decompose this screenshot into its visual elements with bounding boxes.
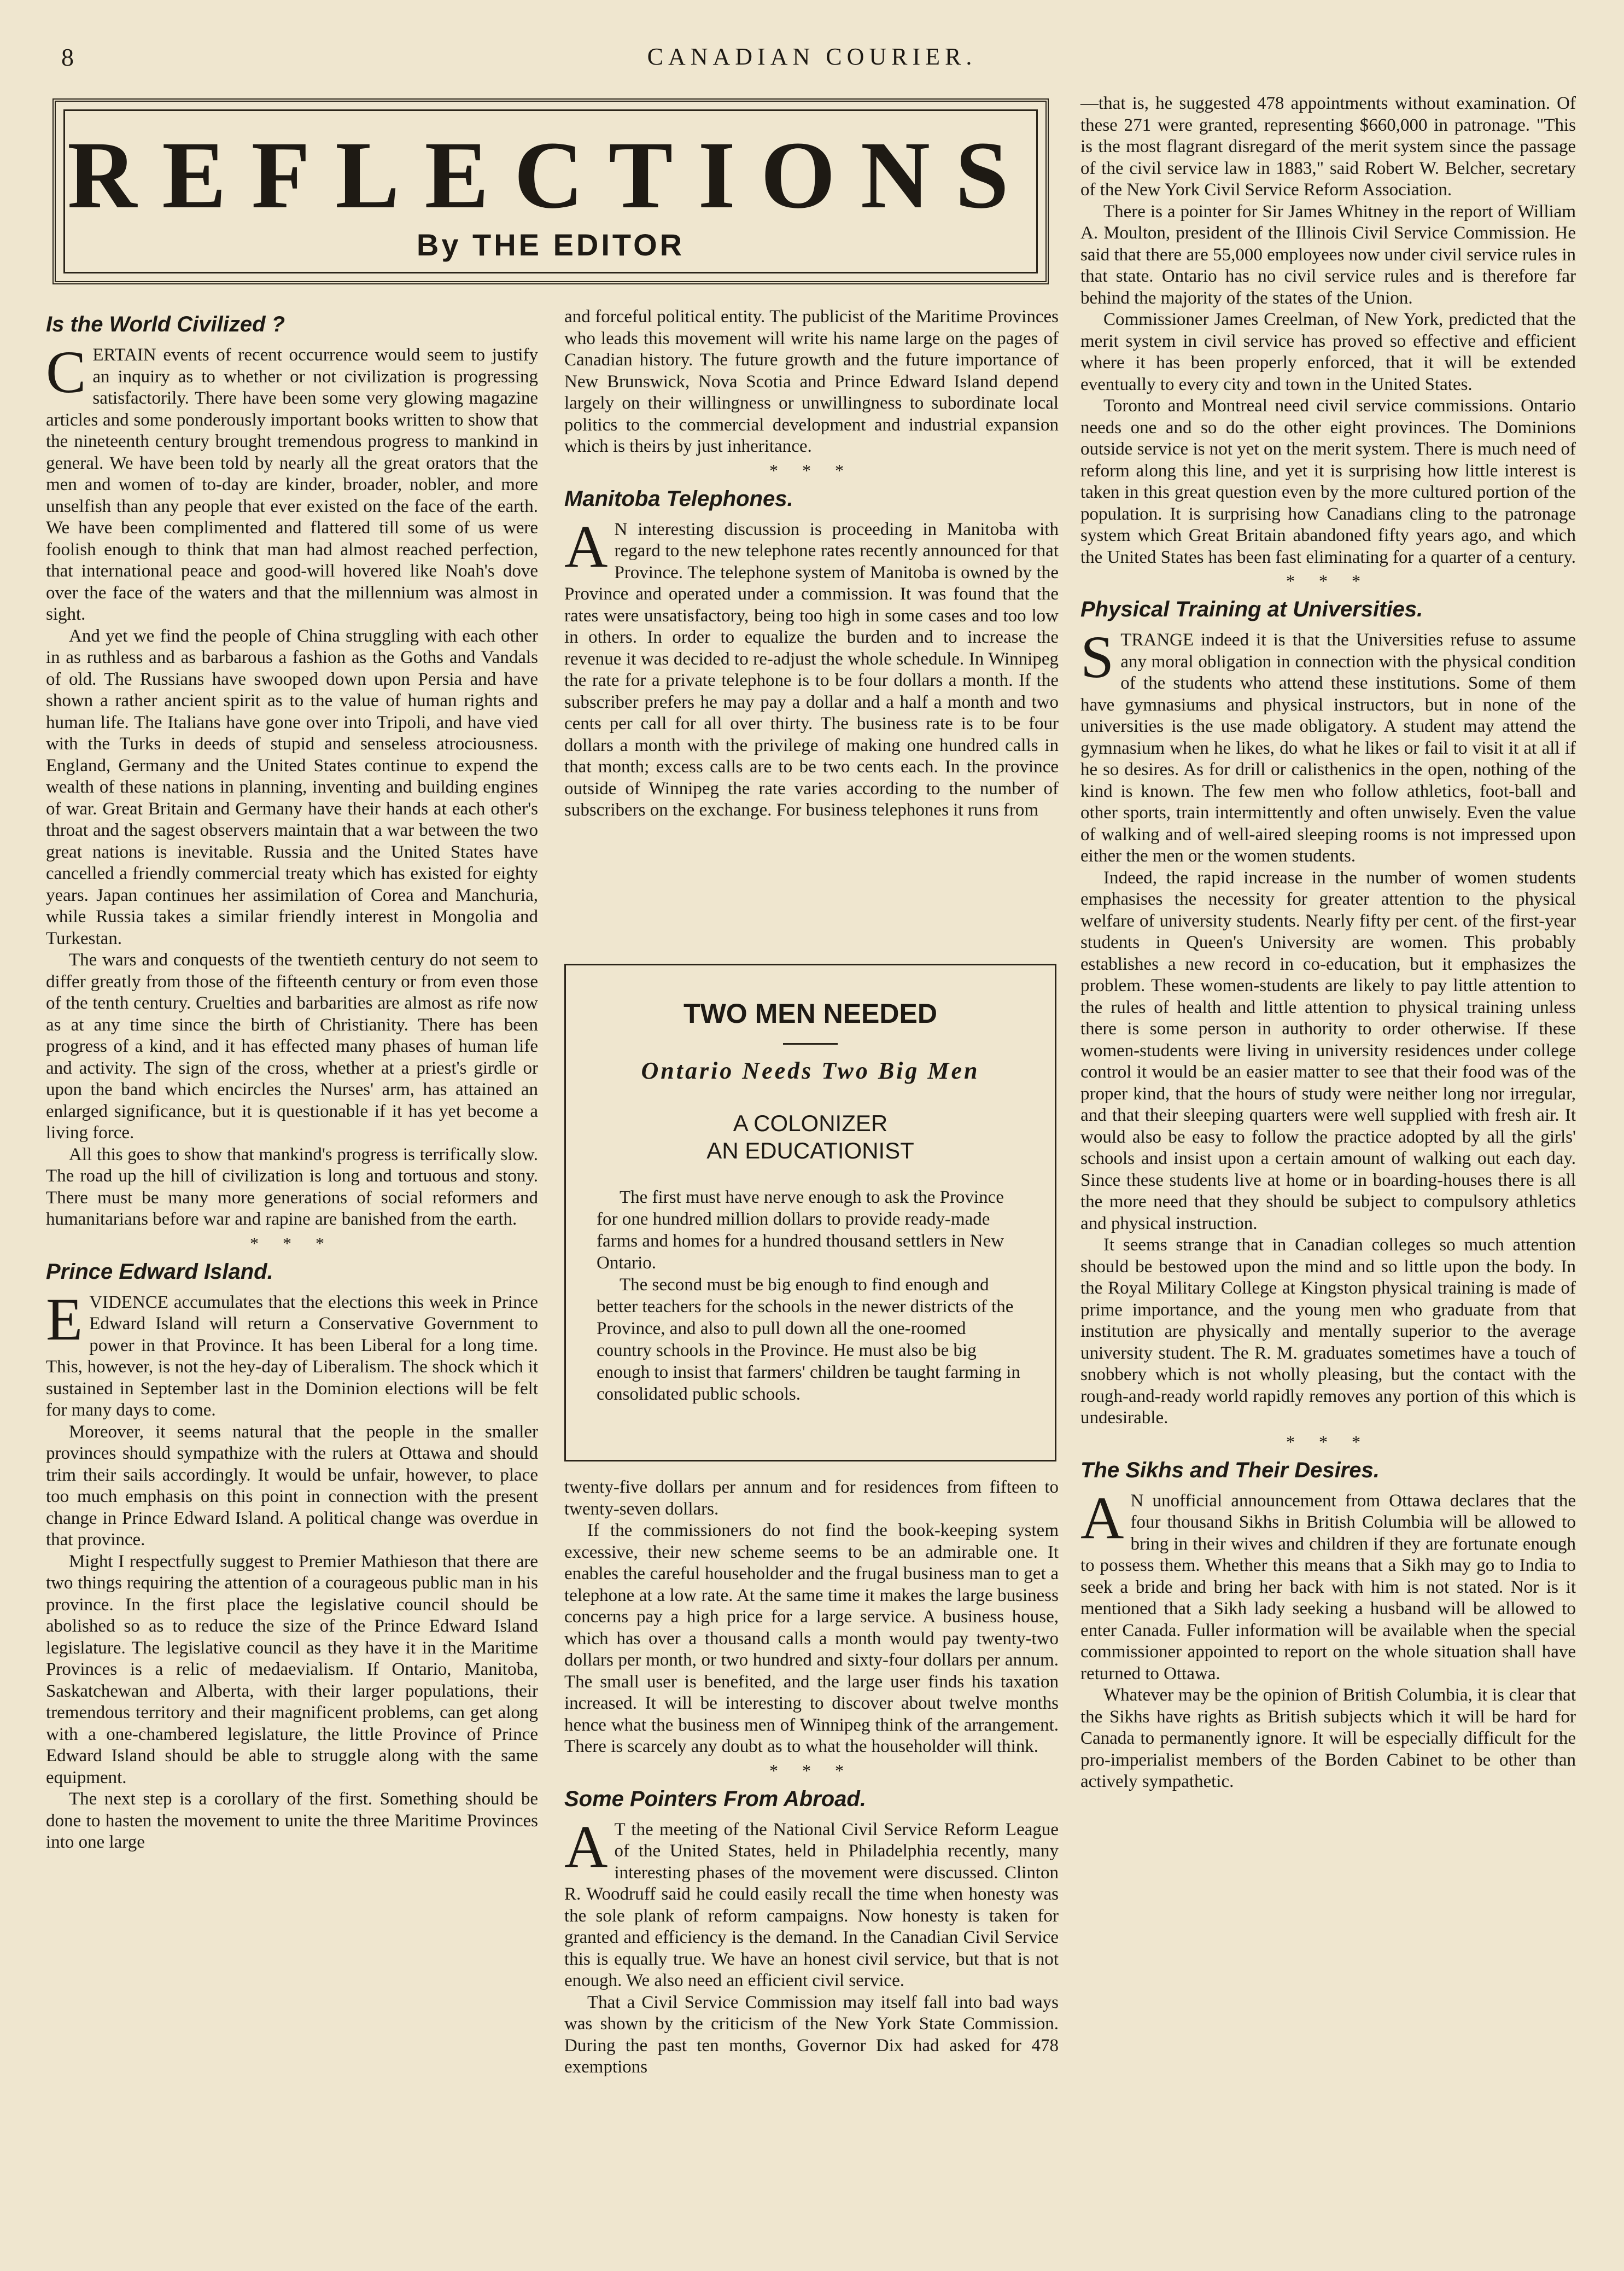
drop-cap: S [1080,624,1114,690]
column-2-top [564,306,1059,822]
article-paragraph: Whatever may be the opinion of British Columbia, it is clear that the Sikhs have rights as British subjects which it will be hard for Canada to permanently ignore. It will be especially difficult for the pro-imperialist members of the Borden Cabinet to be other than actively sympathetic. [1080,1685,1576,1791]
article-paragraph [1080,1484,1576,1685]
paragraph-text: VIDENCE accumulates that the elections this week in Prince Edward Island will return a Conservative Government to power in that Province. It has been Liberal for a long time. This, however, is not the hey-day of Liberalism. The shock which it sustained in September last in the Dominion elections will be felt for many days to come. [46,1292,538,1420]
article-paragraph: —that is, he suggested 478 appointments without examination. Of these 271 were granted, representing $660,000 in patronage. "This is the most flagrant disregard of the merit system since the passage of the civil service law in 1883," said Robert W. Belcher, secretary of the New York Civil Service Reform Association. [1080,94,1576,200]
heading-prince-edward-island: Prince Edward Island. [46,1259,273,1284]
article-paragraph [46,1285,538,1422]
drop-cap: E [46,1285,83,1353]
publication-name: CANADIAN COURIER. [647,43,977,70]
column-2-bottom [564,1477,1059,2078]
heading-world-civilized: Is the World Civilized ? [46,312,285,336]
ad-divider [783,1043,838,1045]
heading-sikhs: The Sikhs and Their Desires. [1080,1458,1380,1482]
paragraph-text: T the meeting of the National Civil Service Reform League of the United States, held in Philadelphia recently, many interesting phases of the movement were discussed. Clinton R. Woodruff said he could easily recall the time when honesty was the sole plank of reform campaigns. Now honesty is taken for granted and efficiency is the demand. In the Canadian Civil Service this is equally true. We have an honest civil service, but that is not enough. We also need an efficient civil service. [564,1819,1059,1990]
section-separator: * * * [769,460,854,480]
section-separator: * * * [1286,571,1370,591]
reflections-banner [52,98,1049,284]
section-separator: * * * [1286,1431,1370,1452]
paragraph-text: N unofficial announcement from Ottawa declares that the four thousand Sikhs in British Columbia will be allowed to bring in their wives and children if they are fortunate enough to possess them. Whether this means that a Sikh may go to India to seek a bride and bring her back with him is not stated. Nor is it mentioned that a Sikh lady seeking a husband will be allowed to enter Canada. Fuller information will be available when the special commissioner appointed to report on the whole situation shall have returned to Ottawa. [1080,1490,1576,1684]
banner-byline: By THE EDITOR [416,228,685,262]
banner-inner-frame [63,109,1038,273]
ad-title: TWO MEN NEEDED [684,998,937,1029]
ad-paragraph: The second must be big enough to find enough and better teachers for the schools in the newer districts of the Province, and also to pull down all the one-roomed country schools in the Province. He must also be big enough to insist that farmers' children be taught farming in consolidated public schools. [597,1275,1020,1404]
heading-some-pointers: Some Pointers From Abroad. [564,1786,866,1811]
column-1 [46,306,538,1854]
paragraph-text: TRANGE indeed it is that the Universities refuse to assume any moral obligation in connection with the physical condition of the students who attend these institutions. Some of them have gymnasiums and physical instructors, but in none of the universities is the use made obligatory. A student may attend the gymnasium when he likes, do what he likes or fail to visit it at all if he so desires. As for drill or calisthenics in the open, nothing of the kind is known. The few men who follow athletics, foot-ball and other sports, train intermittently and often unwisely. Even the value of walking and of well-aired sleeping rooms is not impressed upon either the men or the women students. [1080,630,1576,866]
article-paragraph: twenty-five dollars per annum and for residences from fifteen to twenty-seven dollars. [564,1477,1059,1519]
paragraph-text: ERTAIN events of recent occurrence would seem to justify an inquiry as to whether or not civilization is progressing satisfactorily. There have been some very glowing magazine articles and some ponderously important books written to show that the nineteenth century brought tremendous progress to mankind in general. We have been told by nearly all the great orators that the men and women of to-day are kinder, broader, nobler, and more unselfish than any people that ever existed on the face of the earth. We have been complimented and flattered till some of us were foolish enough to think that man had almost reached perfection, that international peace and good-will hovered like Noah's dove over the face of the waters and that the millennium was almost in sight. [46,345,538,624]
article-paragraph: It seems strange that in Canadian colleges so much attention should be bestowed upon the mind and so little upon the body. In the Royal Military College at Kingston physical training is made of prime importance, and the young men who graduate from that institution are physically and mentally superior to the average university student. The R. M. graduates sometimes have a touch of snobbery which is not wholly pleasing, but the contact with the rough-and-ready world rapidly removes any portion of this which is undesirable. [1080,1235,1576,1428]
article-paragraph: That a Civil Service Commission may itself fall into bad ways was shown by the criticism of the New York State Commission. During the past ten months, Governor Dix had asked for 478 exemptions [564,1992,1059,2077]
section-separator: * * * [250,1233,334,1253]
column-3 [1080,93,1576,1793]
article-paragraph: And yet we find the people of China struggling with each other in as ruthless and as barbarous a fashion as the Goths and Vandals of old. The Russians have swooped down upon Persia and have shown a rather ancient spirit as to the value of human rights and human life. The Italians have gone over into Tripoli, and have vied with the Turks in deeds of stupid and senseless atrociousness. England, Germany and the United States continue to expend the wealth of these nations in planning, inventing and building engines of war. Great Britain and Germany have their hands at each other's throat and the sagest observers maintain that a war between the two great nations is inevitable. Russia and the United States have cancelled a friendly commercial treaty which has existed for eighty years. Japan continues her assimilation of Corea and Manchuria, while Russia takes a similar friendly interest in Mongolia and Turkestan. [46,626,538,948]
article-paragraph [1080,624,1576,867]
article-paragraph [564,1813,1059,1992]
ad-role-educationist: AN EDUCATIONIST [706,1138,914,1163]
drop-cap: A [564,513,608,580]
article-paragraph: All this goes to show that mankind's progress is terrifically slow. The road up the hill of civilization is long and tortuous and stony. There must be many more generations of social reformers and humanitarians before war and rapine are banished from the earth. [46,1144,538,1229]
drop-cap: A [1080,1484,1124,1551]
article-paragraph: There is a pointer for Sir James Whitney in the report of William A. Moulton, president of the Illinois Civil Service Commission. He said that there are 55,000 employees now under civil service rules in that state. Ontario has no civil service rules and is therefore far behind the majority of the states of the Union. [1080,201,1576,308]
heading-manitoba-telephones: Manitoba Telephones. [564,486,793,511]
ad-paragraph: The first must have nerve enough to ask the Province for one hundred million dollars to provide ready-made farms and homes for a hundred thousand settlers in New Ontario. [597,1187,1004,1273]
page-number: 8 [61,43,74,71]
drop-cap: C [46,339,86,405]
drop-cap: A [564,1813,608,1880]
article-paragraph: Toronto and Montreal need civil service commissions. Ontario needs one and so do the other eight provinces. The Dominions outside service is not yet on the merit system. There is much need of reform along this line, and yet it is surprising how little interest is taken in this great question even by the more cultured portion of the population. It is surprising how Canadians cling to the patronage system which Great Britain abandoned fifty years ago, and which the United States has been fast eliminating for a quarter of a century. [1080,396,1576,567]
article-paragraph [564,513,1059,822]
article-paragraph: If the commissioners do not find the book-keeping system excessive, their new scheme seems to be an admirable one. It enables the careful householder and the frugal business man to get a telephone at a low rate. At the same time it makes the large business concerns pay a high price for a large service. A business house, which has over a thousand calls a month would pay twenty-two dollars per month, or two hundred and sixty-four dollars per annum. The small user is benefited, and the large user finds his taxation increased. It will be interesting to discover about twelve months hence what the business men of Winnipeg think of the arrangement. There is scarcely any doubt as to what the householder will think. [564,1521,1059,1756]
heading-physical-training: Physical Training at Universities. [1080,597,1423,621]
article-paragraph [46,339,538,626]
section-separator: * * * [769,1760,854,1780]
article-paragraph: The wars and conquests of the twentieth century do not seem to differ greatly from those of the fifteenth century or from even those of the tenth century. Cruelties and barbarities are almost as rife now as at any time since the birth of Christianity. There has been progress of a kind, and it has effected many phases of human life and activity. The sign of the cross, whether at a priest's girdle or upon the band which encircles the Nurses' arm, has attained an enlarged significance, but it is questionable if it has yet become a living force. [46,950,538,1143]
article-paragraph: and forceful political entity. The publicist of the Maritime Provinces who leads this movement will write his name large on the pages of Canadian history. The future growth and the future importance of New Brunswick, Nova Scotia and Prince Edward Island depend largely on their willingness or unwillingness to subordinate local politics to the commercial development and industrial expansion which is theirs by just inheritance. [564,307,1059,456]
article-paragraph: Moreover, it seems natural that the people in the smaller provinces should sympathize with the rulers at Ottawa and should trim their sails accordingly. It would be unfair, however, to place too much emphasis on this point in connection with the present change in Prince Edward Island. A political change was overdue in that province. [46,1422,538,1550]
ad-role-colonizer: A COLONIZER [733,1110,888,1136]
article-paragraph: The next step is a corollary of the first. Something should be done to hasten the movement to unite the three Maritime Provinces into one large [46,1789,538,1852]
ad-subtitle: Ontario Needs Two Big Men [641,1057,980,1084]
article-paragraph: Might I respectfully suggest to Premier Mathieson that there are two things requiring the attention of a courageous public man in his province. In the first place the legislative council should be abolished so as to reduce the size of the Prince Edward Island legislature. The legislative council as they have it in the Maritime Provinces is a relic of medaevialism. If Ontario, Manitoba, Saskatchewan and Alberta, with their larger populations, their tremendous territory and their magnificent problems, can get along with a one-chambered legislature, the little Province of Prince Edward Island should be able to struggle along with the same equipment. [46,1551,538,1787]
paragraph-text: N interesting discussion is proceeding in Manitoba with regard to the new telephone rates recently announced for that Province. The telephone system of Manitoba is owned by the Province and operated under a commission. It was found that the rates were unsatisfactory, being too high in some cases and too low in others. In order to equalize the burden and to increase the revenue it was decided to re-adjust the whole schedule. In Winnipeg the rate for a private telephone is to be four dollars a month. If the subscriber prefers he may pay a dollar and a half a month and two cents per call for all over thirty. The business rate is to be four dollars a month with the privilege of making one hundred calls in that month; excess calls are to be two cents each. In the province outside of Winnipeg the rate varies according to the number of subscribers on the exchange. For business telephones it runs from [564,519,1059,820]
article-paragraph: Commissioner James Creelman, of New York, predicted that the merit system in civil service has proved so effective and efficient where it has been properly enforced, that it will be extended eventually to every city and town in the United States. [1080,310,1576,394]
article-paragraph: Indeed, the rapid increase in the number of women students emphasises the necessity for greater attention to the physical welfare of university students. Nearly fifty per cent. of the first-year students in Queen's University are women. This probably establishes a new record in co-education, but it emphasizes the problem. These women-students are likely to pay little attention to the rules of health and little attention to physical training unless there is some person in authority to order otherwise. If these women-students were living in university residences under college control it would be an easier matter to see that their food was of the proper kind, that the hours of study were neither long nor irregular, and that their sleeping quarters were well supplied with fresh air. It would also be easy to follow the practice adopted by all the girls' schools and insist upon a certain amount of walking out each day. Since these students live at home or in boarding-houses there is all the more need that they should be subject to compulsory athletics and physical instruction. [1080,867,1576,1233]
banner-title: REFLECTIONS [67,122,1034,229]
two-men-needed-box [564,964,1056,1461]
page-header [0,43,1624,75]
